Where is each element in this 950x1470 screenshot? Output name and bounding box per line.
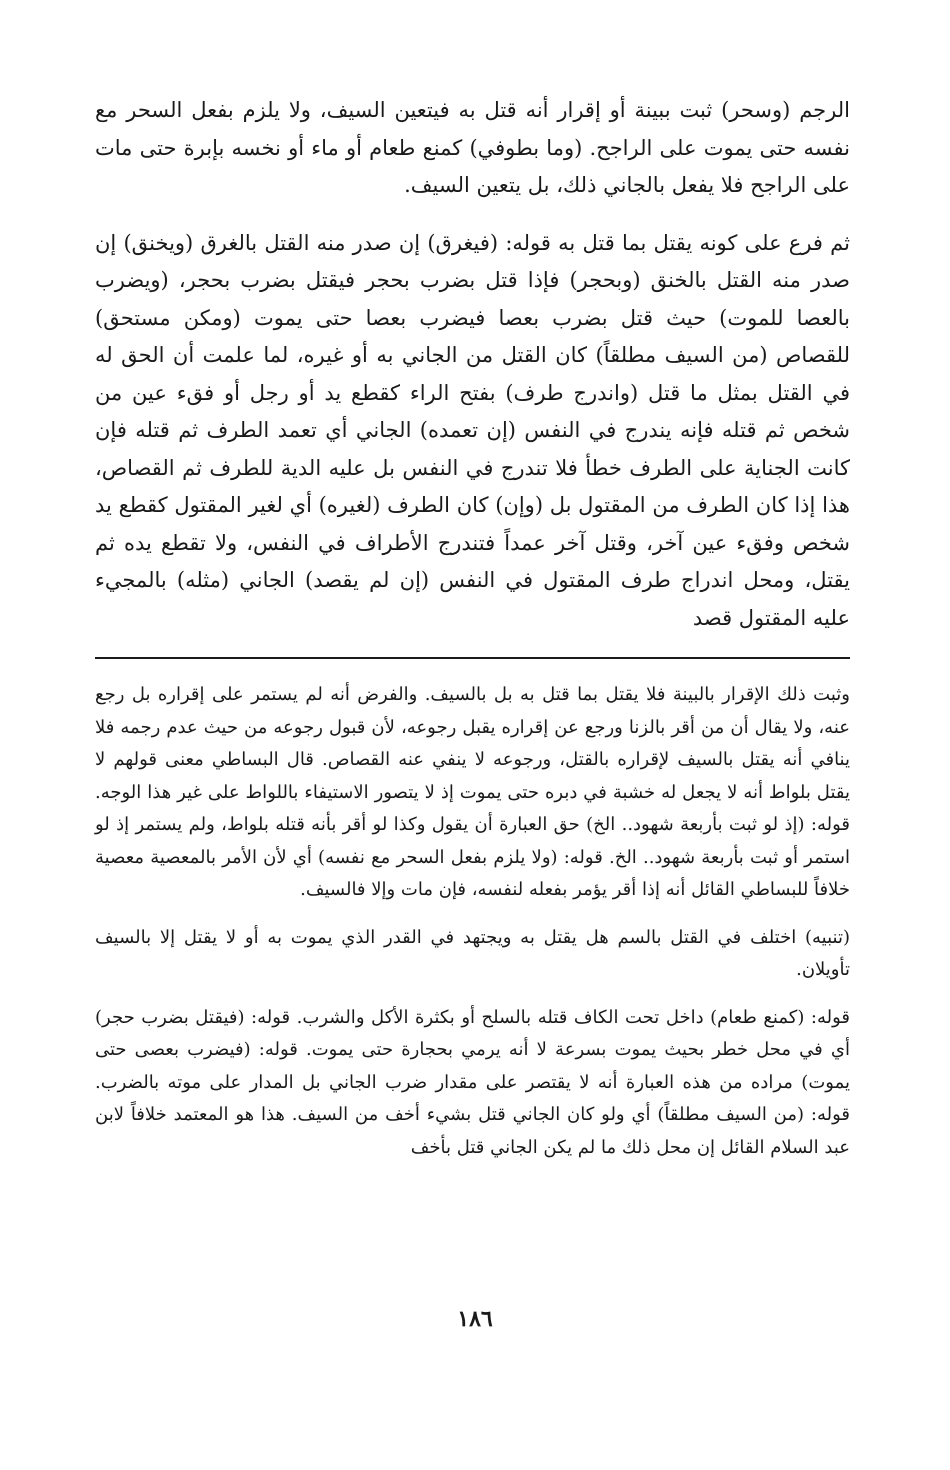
footnote-paragraph-2: (تنبيه) اختلف في القتل بالسم هل يقتل به ويجتهد في القدر الذي يموت به أو لا يقتل إلا بالسيف تأويلان. (95, 926, 850, 980)
main-text (95, 92, 850, 637)
page-number: ١٨٦ (457, 1306, 493, 1332)
main-paragraph-2: ثم فرع على كونه يقتل بما قتل به قوله: (فيغرق) إن صدر منه القتل بالغرق (ويخنق) إن صدر منه القتل بالخنق (وبحجر) فإذا قتل بضرب بحجر فيقتل بضرب بحجر، (ويضرب بالعصا للموت) حيث قتل بضرب بعصا فيضرب بعصا حتى يموت (ومكن مستحق) للقصاص (من السيف مطلقاً) كان القتل من الجاني به أو غيره، لما علمت أن الحق له في القتل بمثل ما قتل (واندرج طرف) بفتح الراء كقطع يد أو رجل أو فقء عين من شخص ثم قتله فإنه يندرج في النفس (إن تعمده) الجاني أي تعمد الطرف ثم قتله فإن كانت الجناية على الطرف خطأ فلا تندرج في النفس بل عليه الدية للطرف ثم القصاص، هذا إذا كان الطرف من المقتول بل (وإن) كان الطرف (لغيره) أي لغير المقتول كقطع يد شخص وفقء عين آخر، وقتل آخر عمداً فتندرج الأطراف في النفس، ولا تقطع يده ثم يقتل، ومحل اندراج طرف المقتول في النفس (إن لم يقصد) الجاني (مثله) بالمجيء عليه المقتول قصد (95, 230, 850, 630)
main-paragraph-1: الرجم (وسحر) ثبت ببينة أو إقرار أنه قتل به فيتعين السيف، ولا يلزم بفعل السحر مع نفسه حتى يموت على الراجح. (وما بطوفي) كمنع طعام أو ماء أو نخسه بإبرة حتى مات على الراجح فلا يفعل بالجاني ذلك، بل يتعين السيف. (95, 98, 850, 197)
page-content (95, 92, 850, 1164)
footnote-separator (95, 657, 850, 659)
footnote-paragraph-1: وثبت ذلك الإقرار بالبينة فلا يقتل بما قتل به بل بالسيف. والفرض أنه لم يستمر على إقراره بل رجع عنه، ولا يقال أن من أقر بالزنا ورجع عن إقراره يقبل رجوعه، لأن قبول رجوعه من حيث عدم رجمه فلا ينافي أنه يقتل بالسيف لإقراره بالقتل، ورجوعه لا ينفي عنه القصاص. قال البساطي معنى قولهم لا يقتل بلواط أنه لا يجعل له خشبة في دبره حتى يموت إذ لا يتصور الاستيفاء باللواط على غير هذا الوجه. قوله: (إذ لو ثبت بأربعة شهود.. الخ) حق العبارة أن يقول وكذا لو أقر بأنه قتله بلواط، ولم يستمر إذ لو استمر أو ثبت بأربعة شهود.. الخ. قوله: (ولا يلزم بفعل السحر مع نفسه) أي لأن الأمر بالمعصية معصية خلافاً للبساطي القائل أنه إذا أقر يؤمر بفعله لنفسه، فإن مات وإلا فالسيف. (95, 684, 850, 900)
footnotes (95, 679, 850, 1164)
footnote-paragraph-3: قوله: (كمنع طعام) داخل تحت الكاف قتله بالسلح أو بكثرة الأكل والشرب. قوله: (فيقتل بضرب حجر) أي في محل خطر بحيث يموت بسرعة لا أنه يرمي بحجارة حتى يموت. قوله: (فيضرب بعصى حتى يموت) مراده من هذه العبارة أنه لا يقتصر على مقدار ضرب الجاني بل المدار على موته بالضرب. قوله: (من السيف مطلقاً) أي ولو كان الجاني قتل بشيء أخف من السيف. هذا هو المعتمد خلافاً لابن عبد السلام القائل إن محل ذلك ما لم يكن الجاني قتل بأخف (95, 1006, 850, 1158)
